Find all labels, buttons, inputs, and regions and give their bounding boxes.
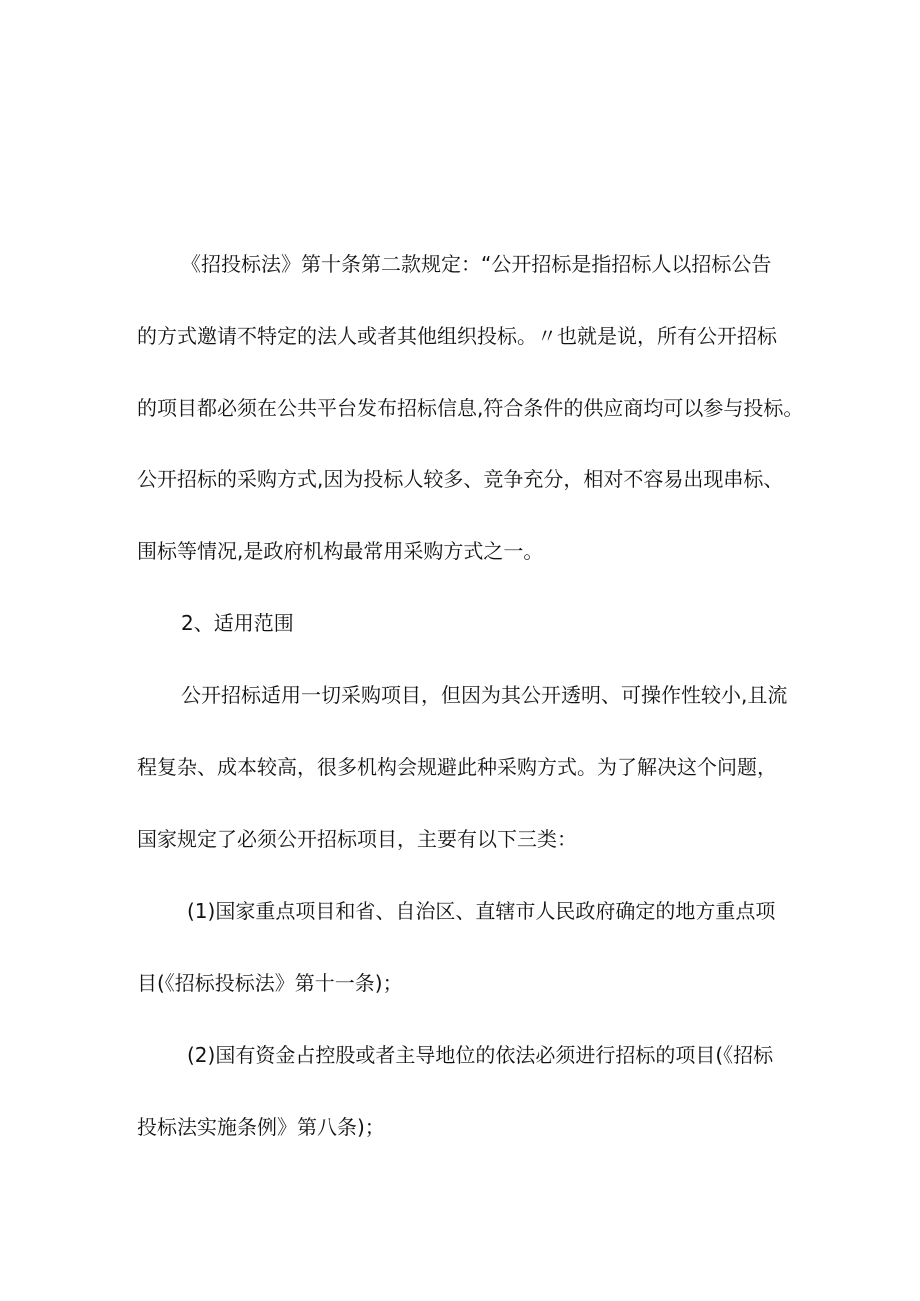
list-item-line: 投标法实施条例》第八条)； xyxy=(137,1115,385,1139)
paragraph-line: 围标等情况,是政府机构最常用采购方式之一。 xyxy=(137,539,544,563)
paragraph-line: 公开招标的采购方式,因为投标人较多、竞争充分，相对不容易出现串标、 xyxy=(137,467,784,491)
list-item-line: (2)国有资金占控股或者主导地位的依法必须进行招标的项目(《招标 xyxy=(187,1043,774,1067)
paragraph-line: 《招投标法》第十条第二款规定：“公开招标是指招标人以招标公告 xyxy=(181,252,772,276)
list-item-line: 目(《招标投标法》第十一条)； xyxy=(137,971,403,995)
paragraph-line: 国家规定了必须公开招标项目，主要有以下三类： xyxy=(137,827,577,851)
list-item-line: (1)国家重点项目和省、自治区、直辖市人民政府确定的地方重点项 xyxy=(187,899,776,923)
paragraph-line: 程复杂、成本较高，很多机构会规避此种采购方式。为了解决这个问题， xyxy=(137,755,777,779)
section-heading: 2、适用范围 xyxy=(181,611,294,635)
paragraph-line: 的项目都必须在公共平台发布招标信息,符合条件的供应商均可以参与投标。 xyxy=(137,396,804,420)
paragraph-line: 的方式邀请不特定的法人或者其他组织投标。〃也就是说，所有公开招标 xyxy=(137,324,777,348)
paragraph-line: 公开招标适用一切采购项目，但因为其公开透明、可操作性较小,且流 xyxy=(181,683,788,707)
